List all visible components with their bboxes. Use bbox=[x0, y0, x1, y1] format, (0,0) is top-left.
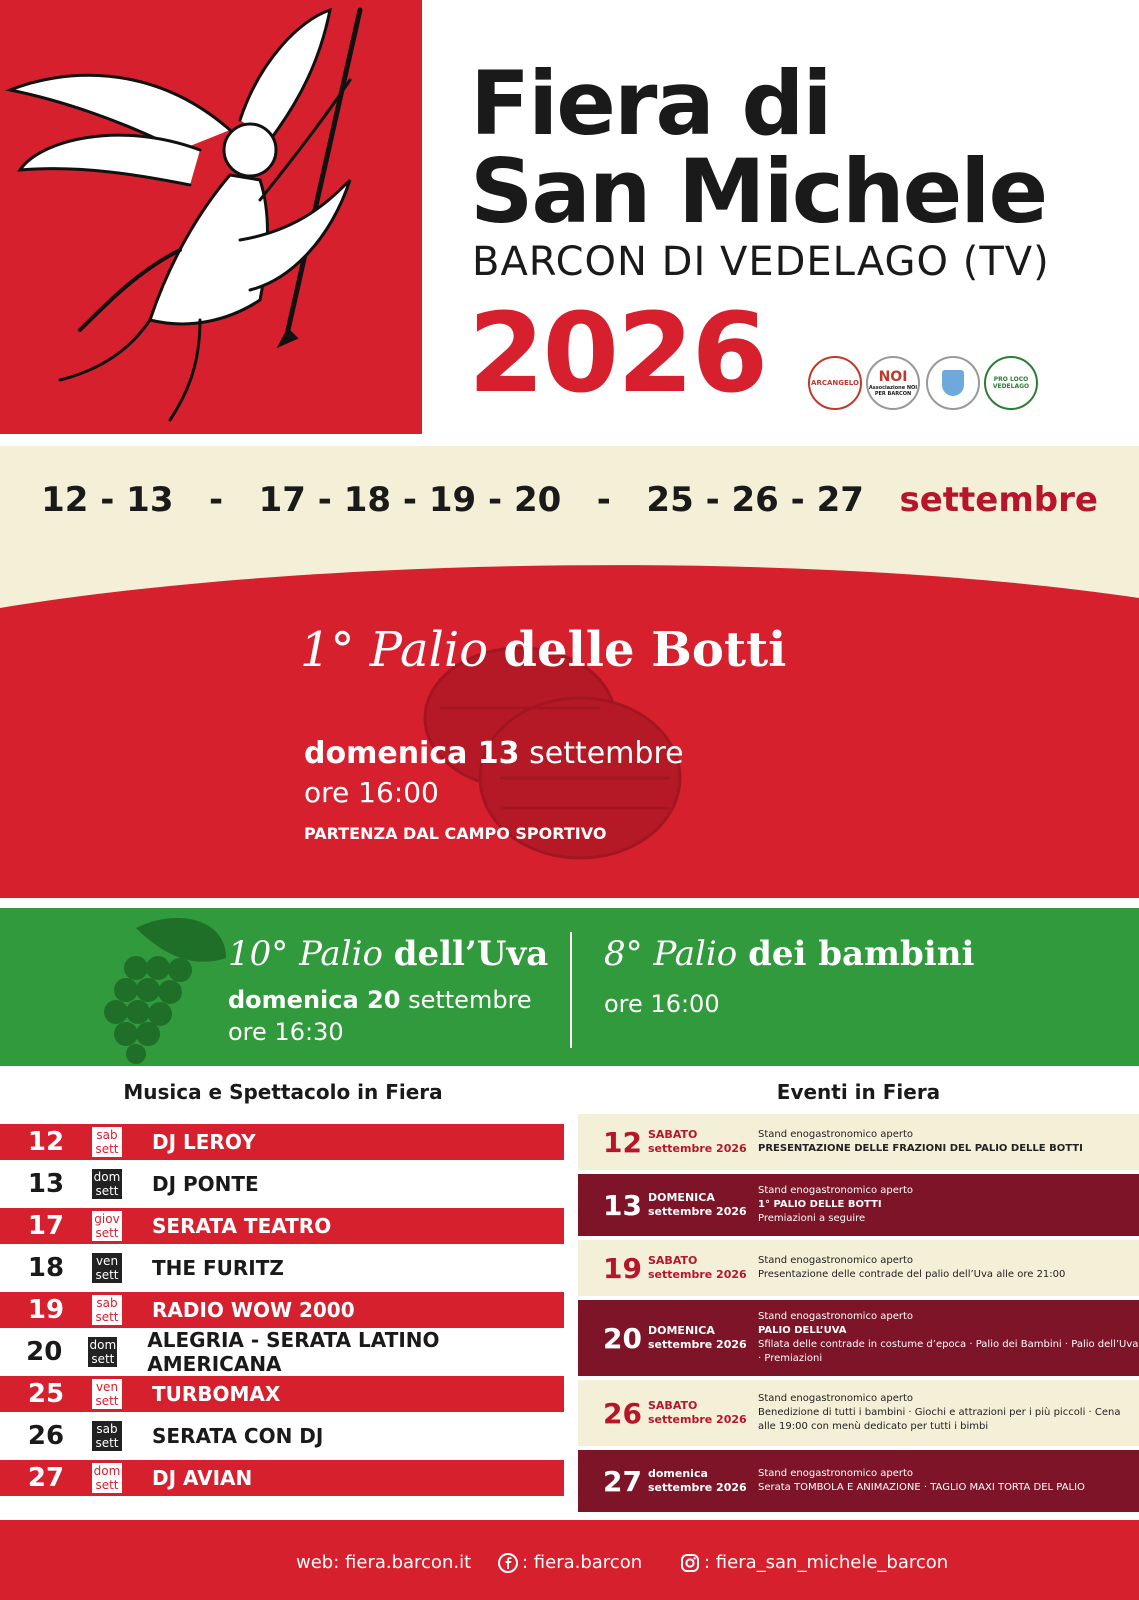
music-day-badge bbox=[92, 1379, 122, 1409]
palio-uva-title-bold: dell’Uva bbox=[393, 934, 549, 974]
event-weekday: domenica bbox=[648, 1467, 708, 1480]
palio-botti-day: domenica 13 bbox=[304, 736, 520, 771]
event-day-label bbox=[648, 1254, 758, 1282]
event-row bbox=[578, 1450, 1139, 1512]
event-day-number: 19 bbox=[603, 1251, 642, 1285]
noi-logo-text: NOI bbox=[878, 369, 908, 385]
event-month: settembre 2026 bbox=[648, 1142, 747, 1155]
event-desc-line-1: Stand enogastronomico aperto bbox=[758, 1311, 914, 1322]
music-row bbox=[0, 1166, 564, 1202]
proloco-logo-text: PRO LOCO bbox=[993, 376, 1029, 383]
proloco-logo-sub: VEDELAGO bbox=[992, 383, 1030, 390]
event-desc-line-3: Serata TOMBOLA E ANIMAZIONE · TAGLIO MAXI TORTA DEL PALIO bbox=[758, 1482, 1085, 1493]
palio-uva-date bbox=[228, 986, 532, 1014]
event-day-number: 13 bbox=[603, 1188, 642, 1222]
event-day-number: 27 bbox=[603, 1464, 642, 1498]
event-dates bbox=[0, 480, 1139, 520]
municipality-crest bbox=[926, 356, 980, 410]
music-act: TURBOMAX bbox=[152, 1382, 281, 1406]
event-desc-line-3: Benedizione di tutti i bambini · Giochi e attrazioni per i più piccoli · Cena alle 19:00 con menù dedicato per tutti i bimbi bbox=[758, 1407, 1121, 1432]
events-heading: Eventi in Fiera bbox=[776, 1080, 941, 1104]
badge-weekday: dom bbox=[89, 1338, 117, 1352]
badge-month: sett bbox=[95, 1226, 119, 1240]
dates-separator: - bbox=[209, 480, 224, 520]
event-description bbox=[758, 1128, 1139, 1156]
event-desc-line-2: 1° PALIO DELLE BOTTI bbox=[758, 1199, 882, 1210]
location-subtitle: BARCON DI VEDELAGO (TV) bbox=[472, 239, 1050, 285]
music-act: SERATA TEATRO bbox=[152, 1214, 332, 1238]
event-desc-line-3: Presentazione delle contrade del palio dell’Uva alle ore 21:00 bbox=[758, 1269, 1066, 1280]
parish-logo-text: ARCANGELO bbox=[811, 379, 859, 387]
palio-uva-title bbox=[228, 934, 548, 974]
event-desc-line-1: Stand enogastronomico aperto bbox=[758, 1185, 914, 1196]
event-row bbox=[578, 1380, 1139, 1446]
music-day-number: 19 bbox=[27, 1295, 65, 1325]
crest-icon bbox=[942, 370, 964, 396]
noi-logo bbox=[866, 356, 920, 410]
event-desc-line-3: Premiazioni a seguire bbox=[758, 1213, 866, 1224]
music-day-number: 17 bbox=[27, 1211, 65, 1241]
event-month: settembre 2026 bbox=[648, 1268, 747, 1281]
event-description bbox=[758, 1184, 1139, 1226]
badge-weekday: sab bbox=[96, 1422, 118, 1436]
event-description bbox=[758, 1310, 1139, 1366]
event-month: settembre 2026 bbox=[648, 1205, 747, 1218]
instagram-handle: : fiera_san_michele_barcon bbox=[704, 1552, 949, 1573]
music-day-number: 25 bbox=[27, 1379, 65, 1409]
badge-weekday: ven bbox=[95, 1254, 119, 1268]
music-act: SERATA CON DJ bbox=[152, 1424, 324, 1448]
dates-group-1: 12 - 13 bbox=[41, 480, 174, 520]
instagram-link[interactable] bbox=[680, 1552, 948, 1573]
badge-weekday: ven bbox=[95, 1380, 119, 1394]
music-row bbox=[0, 1328, 564, 1376]
badge-weekday: sab bbox=[96, 1296, 118, 1310]
dates-separator: - bbox=[596, 480, 611, 520]
palio-uva-title-italic: 10° Palio bbox=[228, 934, 383, 974]
music-day-number: 18 bbox=[27, 1253, 65, 1283]
palio-bambini-title bbox=[604, 934, 974, 974]
event-day-label bbox=[648, 1399, 758, 1427]
badge-month: sett bbox=[95, 1268, 119, 1282]
music-day-badge bbox=[92, 1211, 122, 1241]
event-desc-line-1: Stand enogastronomico aperto bbox=[758, 1129, 914, 1140]
event-weekday: SABATO bbox=[648, 1254, 698, 1267]
archangel-icon bbox=[0, 0, 422, 434]
badge-weekday: dom bbox=[93, 1464, 121, 1478]
event-day-label bbox=[648, 1467, 758, 1495]
event-weekday: DOMENICA bbox=[648, 1191, 715, 1204]
event-day-label bbox=[648, 1324, 758, 1352]
facebook-icon bbox=[498, 1553, 518, 1573]
palio-bambini-time: ore 16:00 bbox=[604, 990, 720, 1018]
music-act: THE FURITZ bbox=[152, 1256, 284, 1280]
event-day-label bbox=[648, 1191, 758, 1219]
event-row bbox=[578, 1114, 1139, 1170]
event-month: settembre 2026 bbox=[648, 1413, 747, 1426]
music-day-badge bbox=[92, 1169, 122, 1199]
badge-month: sett bbox=[95, 1394, 119, 1408]
title-line-1: Fiera di bbox=[470, 52, 831, 155]
event-description bbox=[758, 1467, 1139, 1495]
palio-botti-month: settembre bbox=[529, 736, 684, 771]
event-desc-line-1: Stand enogastronomico aperto bbox=[758, 1468, 914, 1479]
event-desc-line-2: PRESENTAZIONE DELLE FRAZIONI DEL PALIO DELLE BOTTI bbox=[758, 1143, 1083, 1154]
music-row bbox=[0, 1418, 564, 1454]
badge-weekday: giov bbox=[94, 1212, 120, 1226]
palio-botti-start: PARTENZA DAL CAMPO SPORTIVO bbox=[304, 824, 607, 843]
event-day-number: 20 bbox=[603, 1321, 642, 1355]
event-day-label bbox=[648, 1128, 758, 1156]
music-heading: Musica e Spettacolo in Fiera bbox=[123, 1080, 443, 1104]
event-description bbox=[758, 1392, 1139, 1434]
music-row bbox=[0, 1292, 564, 1328]
palio-bambini-title-italic: 8° Palio bbox=[604, 934, 738, 974]
event-year: 2026 bbox=[468, 289, 767, 417]
palio-uva-month: settembre bbox=[408, 986, 532, 1014]
badge-weekday: dom bbox=[93, 1170, 121, 1184]
angel-illustration bbox=[0, 0, 422, 434]
event-desc-line-2: PALIO DELL’UVA bbox=[758, 1325, 847, 1336]
event-weekday: DOMENICA bbox=[648, 1324, 715, 1337]
music-day-badge bbox=[92, 1421, 122, 1451]
palio-botti-title bbox=[300, 622, 786, 678]
dates-group-3: 25 - 26 - 27 bbox=[646, 480, 864, 520]
music-day-badge bbox=[92, 1295, 122, 1325]
music-day-badge bbox=[92, 1127, 122, 1157]
facebook-handle: : fiera.barcon bbox=[522, 1552, 643, 1573]
music-day-badge bbox=[88, 1337, 117, 1367]
event-row bbox=[578, 1240, 1139, 1296]
music-act: DJ AVIAN bbox=[152, 1466, 253, 1490]
palio-botti-time: ore 16:00 bbox=[304, 776, 439, 809]
event-weekday: SABATO bbox=[648, 1399, 698, 1412]
event-row bbox=[578, 1300, 1139, 1376]
noi-logo-sub: Associazione NOI PER BARCON bbox=[868, 385, 918, 397]
music-row bbox=[0, 1376, 564, 1412]
parish-logo bbox=[808, 356, 862, 410]
event-month: settembre 2026 bbox=[648, 1338, 747, 1351]
badge-month: sett bbox=[91, 1352, 115, 1366]
palio-botti-title-bold: delle Botti bbox=[503, 622, 787, 678]
green-divider bbox=[570, 932, 572, 1048]
dates-group-2: 17 - 18 - 19 - 20 bbox=[258, 480, 562, 520]
music-day-badge bbox=[92, 1463, 122, 1493]
event-description bbox=[758, 1254, 1139, 1282]
botti-banner bbox=[0, 548, 1139, 898]
facebook-link[interactable] bbox=[498, 1552, 642, 1573]
badge-weekday: sab bbox=[96, 1128, 118, 1142]
instagram-icon bbox=[680, 1553, 700, 1573]
palio-bambini-title-bold: dei bambini bbox=[748, 934, 975, 974]
palio-uva-time: ore 16:30 bbox=[228, 1018, 344, 1046]
event-weekday: SABATO bbox=[648, 1128, 698, 1141]
music-row bbox=[0, 1250, 564, 1286]
dates-month: settembre bbox=[899, 480, 1098, 520]
badge-month: sett bbox=[95, 1478, 119, 1492]
badge-month: sett bbox=[95, 1310, 119, 1324]
event-desc-line-3: Sfilata delle contrade in costume d’epoca · Palio dei Bambini · Palio dell’Uva · Premiazioni bbox=[758, 1339, 1139, 1364]
event-row bbox=[578, 1174, 1139, 1236]
event-desc-line-1: Stand enogastronomico aperto bbox=[758, 1255, 914, 1266]
badge-month: sett bbox=[95, 1184, 119, 1198]
music-row bbox=[0, 1460, 564, 1496]
proloco-logo bbox=[984, 356, 1038, 410]
event-month: settembre 2026 bbox=[648, 1481, 747, 1494]
music-day-number: 20 bbox=[26, 1337, 63, 1367]
music-act: DJ PONTE bbox=[152, 1172, 259, 1196]
palio-uva-day: domenica 20 bbox=[228, 986, 401, 1014]
music-row bbox=[0, 1208, 564, 1244]
palio-botti-title-italic: 1° Palio bbox=[300, 622, 489, 678]
palio-botti-date bbox=[304, 736, 684, 771]
event-day-number: 26 bbox=[603, 1396, 642, 1430]
event-day-number: 12 bbox=[603, 1125, 642, 1159]
badge-month: sett bbox=[95, 1436, 119, 1450]
title-line-2: San Michele bbox=[470, 140, 1047, 243]
music-day-number: 27 bbox=[27, 1463, 65, 1493]
music-day-number: 26 bbox=[27, 1421, 65, 1451]
event-desc-line-1: Stand enogastronomico aperto bbox=[758, 1393, 914, 1404]
music-day-badge bbox=[92, 1253, 122, 1283]
music-day-number: 12 bbox=[27, 1127, 65, 1157]
badge-month: sett bbox=[95, 1142, 119, 1156]
music-act: RADIO WOW 2000 bbox=[152, 1298, 355, 1322]
website-link[interactable]: web: fiera.barcon.it bbox=[296, 1552, 472, 1573]
music-act: DJ LEROY bbox=[152, 1130, 256, 1154]
music-row bbox=[0, 1124, 564, 1160]
music-act: ALEGRIA - SERATA LATINO AMERICANA bbox=[147, 1328, 440, 1376]
grapes-icon bbox=[96, 908, 236, 1066]
music-day-number: 13 bbox=[27, 1169, 65, 1199]
